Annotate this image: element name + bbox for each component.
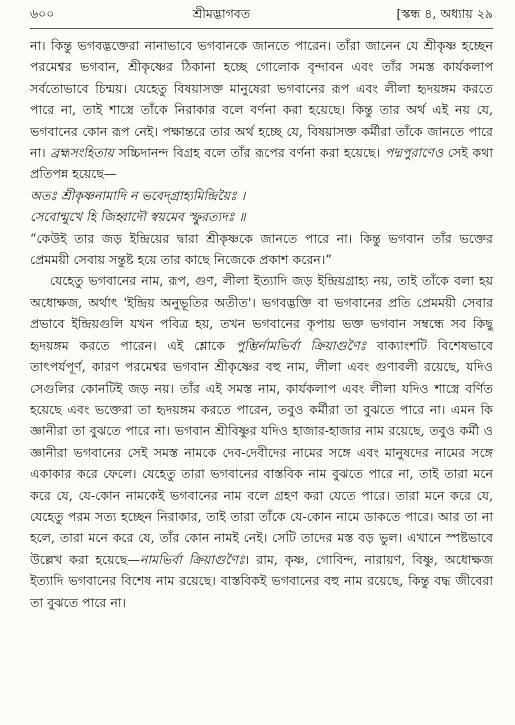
- quoted-phrase: পুম্ভির্নামভির্বা ক্রিয়াগুণৈঃ: [235, 337, 367, 353]
- verse-line-2: সেবোন্মুখে হি জিহ্বাদৌ স্বয়মেব স্ফুরত্যদঃ ॥: [30, 209, 246, 225]
- sanskrit-verse: [30, 185, 493, 228]
- page-number: ৬০০: [30, 6, 55, 21]
- section-reference: [স্কন্ধ ৪, অধ্যায় ২৯: [396, 6, 493, 21]
- running-title: শ্রীমদ্ভাগবত: [192, 6, 251, 21]
- paragraph-2: যেহেতু ভগবানের নাম, রূপ, গুণ, লীলা ইত্যাদি জড় ইন্দ্রিয়গ্রাহ্য নয়, তাই তাঁকে বলা হয় অধোক্ষজ, অর্থাৎ 'ইন্দ্রিয় অনুভূতির অতীত'। ভগবদ্ভক্তি বা ভগবানের প্রতি প্রেমময়ী সেবার প্রভাবে ইন্দ্রিয়গুলি যখন পবিত্র হয়, তখন ভগবানের কৃপায় ভক্ত ভগবান সম্বন্ধে সব কিছু হৃদয়ঙ্গম করতে পারেন। এই শ্লোকে পুম্ভির্নামভির্বা ক্রিয়াগুণৈঃ বাক্যাংশটি বিশেষভাবে তাৎপর্যপূর্ণ, কারণ পরমেশ্বর ভগবান শ্রীকৃষ্ণের বহু নাম, লীলা এবং গুণাবলী রয়েছে, যদিও সেগুলির কোনটিই জড় নয়। তাঁর এই সমস্ত নাম, কার্যকলাপ এবং লীলা যদিও শাস্ত্রে বর্ণিত হয়েছে এবং ভক্তেরা তা হৃদয়ঙ্গম করতে পারেন, তবুও কর্মীরা তা বুঝতে পারে না। এমন কি জ্ঞানীরা তা বুঝতে পারে না। ভগবান শ্রীবিষ্ণুর যদিও হাজার-হাজার নাম রয়েছে, তবুও কর্মী ও জ্ঞানীরা ভগবানের সেই সমস্ত নামকে দেব-দেবীদের নামের সঙ্গে এবং মানুষদের নামের সঙ্গে একাকার করে ফেলে। যেহেতু তারা ভগবানের বাস্তবিক নাম বুঝতে পারে না, তাই তারা মনে করে যে, যে-কোন নামকেই ভগবানের নাম বলে গ্রহণ করা যেতে পারে। তারা মনে করে যে, যেহেতু পরম সত্য হচ্ছেন নিরাকার, তাই তারা তাঁকে যে-কোন নামে ডাকতে পারে। আর তা না হলে, তারা মনে করে যে, তাঁর কোন নামই নেই। সেটি তাদের মস্ত বড় ভুল। এখানে স্পষ্টভাবে উল্লেখ করা হয়েছে—নামভির্বা ক্রিয়াগুণৈঃ। রাম, কৃষ্ণ, গোবিন্দ, নারায়ণ, বিষ্ণু, অধোক্ষজ ইত্যাদি ভগবানের বিশেষ নাম রয়েছে। বাস্তবিকই ভগবানের বহু নাম রয়েছে, কিন্তু বদ্ধ জীবেরা তা বুঝতে পারে না।: [30, 273, 494, 610]
- quoted-phrase-2: নামভির্বা ক্রিয়াগুণৈঃ: [139, 551, 245, 567]
- page-header: [30, 6, 493, 29]
- paragraph-1: না। কিন্তু ভগবদ্ভক্তেরা নানাভাবে ভগবানকে জানতে পারেন। তাঁরা জানেন যে শ্রীকৃষ্ণ হচ্ছেন পরমেশ্বর ভগবান, শ্রীকৃষ্ণের ঠিকানা হচ্ছে গোলোক বৃন্দাবন এবং তাঁর সমস্ত কার্যকলাপ সর্বতোভাবে চিন্ময়। যেহেতু বিষয়াসক্ত মানুষেরা ভগবানের রূপ এবং লীলা হৃদয়ঙ্গম করতে পারে না, তাই শাস্ত্রে তাঁকে নিরাকার বলে বর্ণনা করা হয়েছে। কিন্তু তার অর্থ এই নয় যে, ভগবানের কোন রূপ নেই। পক্ষান্তরে তার অর্থ হচ্ছে যে, বিষয়াসক্ত কর্মীরা তাঁকে জানতে পারে না। ব্রহ্মসংহিতায় সচ্চিদানন্দ বিগ্রহ বলে তাঁর রূপের বর্ণনা করা হয়েছে। পদ্মপুরাণেও সেই কথা প্রতিপন্ন হয়েছে—: [30, 38, 493, 182]
- scripture-reference-brahma-samhita: ব্রহ্মসংহিতায়: [50, 145, 114, 161]
- scripture-reference-padma-purana: পদ্মপুরাণেও: [384, 145, 444, 161]
- verse-line-1: অতঃ শ্রীকৃষ্ণনামাদি ন ভবেদ্গ্রাহ্যমিন্দ্রিয়ৈঃ ।: [30, 187, 246, 203]
- page-body: [30, 35, 493, 613]
- verse-translation: “কেউই তার জড় ইন্দ্রিয়ের দ্বারা শ্রীকৃষ্ণকে জানতে পারে না। কিন্তু ভগবান তাঁর ভক্তের প্রেমময়ী সেবায় সন্তুষ্ট হয়ে তার কাছে নিজেকে প্রকাশ করেন।”: [30, 230, 493, 268]
